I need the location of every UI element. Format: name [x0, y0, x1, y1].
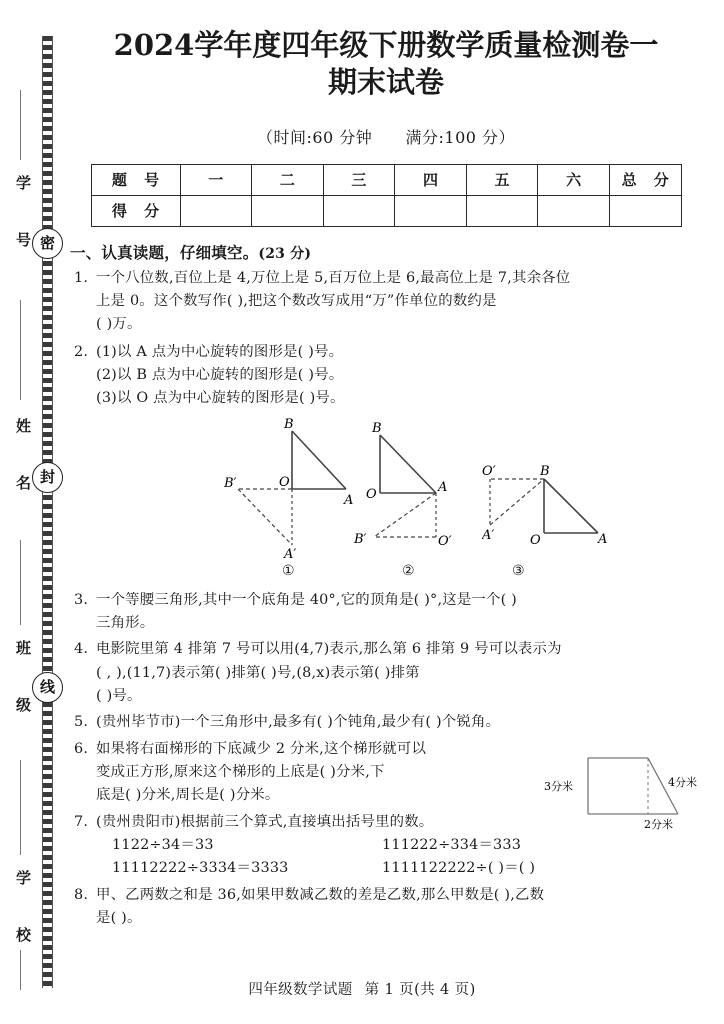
question-7-expression-3: 11112222÷3334＝3333	[112, 860, 289, 877]
question-7-line-1: (贵州贵阳市)根据前三个算式,直接填出括号里的数。	[96, 813, 434, 830]
figure-1-label-B-prime: B′	[224, 475, 237, 491]
question-1-line-2: 上是 0。这个数写作( ),把这个数改写成用“万”作单位的数约是	[96, 293, 497, 310]
sidebar-label-school: 学 校	[14, 870, 32, 954]
figure-2-label-B: B	[372, 420, 382, 436]
section-heading-text: 一、认真读题，仔细填空。	[70, 242, 259, 262]
sidebar-label-class: 班 级	[14, 640, 32, 724]
question-5-line-1: (贵州毕节市)一个三角形中,最多有( )个钝角,最少有( )个锐角。	[96, 714, 501, 731]
question-3-line-2: 三角形。	[96, 615, 155, 632]
sidebar-rule-2	[20, 300, 21, 400]
figure-2-label-O-prime: O′	[438, 533, 452, 549]
question-3-number: 3.	[74, 591, 89, 608]
question-3	[74, 589, 710, 636]
sidebar-rule-3	[20, 540, 21, 625]
figure-1-label-A: A	[344, 492, 354, 508]
rotation-figures-group	[62, 417, 710, 569]
footer-page-number: 第 1 页(共 4 页)	[364, 982, 476, 998]
question-4-line-2: ( , ),(11,7)表示第( )排第( )号,(8,x)表示第( )排第	[96, 664, 420, 681]
question-6-line-2: 变成正方形,原来这个梯形的上底是( )分米,下	[96, 764, 385, 781]
figure-caption-3: ③	[512, 562, 525, 579]
question-7	[74, 811, 710, 881]
question-2-line-2: (2)以 B 点为中心旋转的图形是( )号。	[96, 367, 344, 384]
section-heading-1	[70, 241, 710, 263]
question-7-expression-4: 1111122222÷( )＝( )	[382, 860, 536, 877]
question-4-line-1: 电影院里第 4 排第 7 号可以用(4,7)表示,那么第 6 排第 9 号可以表示为	[96, 641, 562, 658]
figure-3-label-A: A	[598, 531, 608, 547]
figure-3-rotation	[482, 417, 632, 567]
score-table-row-label-score: 得 分	[91, 195, 180, 226]
sidebar-rule-4	[20, 760, 21, 855]
question-1	[74, 267, 710, 337]
exam-page	[62, 0, 710, 1024]
figure-2-rotation	[352, 417, 502, 567]
score-table-col-5: 五	[466, 164, 538, 195]
sidebar-label-name: 姓 名	[14, 418, 32, 502]
figure-2-label-B-prime: B′	[354, 531, 367, 547]
question-7-number: 7.	[74, 813, 89, 830]
sidebar-label-student-id: 学 号	[14, 175, 32, 259]
score-table-col-1: 一	[180, 164, 252, 195]
exam-meta	[62, 125, 710, 148]
sidebar-rule-1	[20, 90, 21, 160]
question-2-line-3: (3)以 O 点为中心旋转的图形是( )号。	[96, 390, 345, 407]
question-1-number: 1.	[74, 269, 89, 286]
question-8-line-1: 甲、乙两数之和是 36,如果甲数减乙数的差是乙数,那么甲数是( ),乙数	[96, 886, 545, 903]
footer-subject: 四年级数学试题	[248, 982, 353, 998]
question-8-line-2: 是( )。	[96, 909, 142, 926]
score-table-col-total: 总 分	[609, 164, 681, 195]
question-1-line-3: ( )万。	[96, 316, 142, 333]
figure-3-label-O: O	[530, 532, 541, 548]
figure-2-label-A: A	[438, 479, 448, 495]
question-8-number: 8.	[74, 886, 89, 903]
score-cell-total[interactable]	[609, 195, 681, 226]
page-footer	[0, 978, 724, 999]
question-6-line-1: 如果将右面梯形的下底减少 2 分米,这个梯形就可以	[96, 740, 427, 757]
question-7-expression-1: 1122÷34＝33	[112, 837, 214, 853]
exam-time: （时间:60 分钟	[256, 127, 373, 147]
table-row-header	[91, 164, 681, 195]
seal-badge-mi: 密	[32, 228, 63, 259]
figure-3-label-O-prime: O′	[482, 463, 496, 479]
question-7-expression-2: 111222÷334＝333	[382, 837, 522, 853]
figure-caption-2: ②	[402, 562, 415, 579]
page-subtitle: 期末试卷	[327, 65, 444, 100]
figure-1-label-B: B	[284, 416, 294, 432]
question-5	[74, 711, 710, 734]
score-table-row-label-number: 题 号	[91, 164, 180, 195]
sealing-strip	[42, 36, 53, 988]
trapezoid-label-slant: 4分米	[668, 776, 697, 789]
score-cell-1[interactable]	[180, 195, 252, 226]
question-2	[74, 341, 710, 411]
score-cell-3[interactable]	[323, 195, 395, 226]
question-4	[74, 638, 710, 708]
question-2-number: 2.	[74, 343, 89, 360]
score-cell-6[interactable]	[538, 195, 610, 226]
figure-1-label-A-prime: A′	[284, 546, 297, 562]
page-title: 2024学年度四年级下册数学质量检测卷一	[113, 28, 659, 62]
score-table-col-4: 四	[395, 164, 467, 195]
question-4-line-3: ( )号。	[96, 688, 142, 705]
score-table	[91, 164, 682, 227]
section-points: (23 分)	[258, 245, 312, 262]
question-6-line-3: 底是( )分米,周长是( )分米。	[96, 787, 280, 804]
table-row-scores	[91, 195, 681, 226]
question-3-line-1: 一个等腰三角形,其中一个底角是 40°,它的顶角是( )°,这是一个( )	[96, 591, 517, 608]
figure-2-label-O: O	[366, 486, 377, 502]
score-cell-5[interactable]	[466, 195, 538, 226]
question-2-line-1: (1)以 A 点为中心旋转的图形是( )号。	[96, 343, 344, 360]
figure-3-label-B: B	[540, 463, 550, 479]
trapezoid-label-bottom: 2分米	[644, 818, 673, 830]
question-6-number: 6.	[74, 740, 89, 757]
question-8	[74, 884, 710, 931]
score-table-col-2: 二	[252, 164, 324, 195]
question-1-line-1: 一个八位数,百位上是 4,万位上是 5,百万位上是 6,最高位上是 7,其余各位	[96, 269, 571, 286]
question-4-number: 4.	[74, 641, 89, 658]
figure-captions	[62, 563, 710, 581]
exam-total-score: 满分:100 分）	[405, 127, 516, 147]
seal-badge-xian: 线	[32, 672, 63, 703]
figure-3-label-A-prime: A′	[482, 527, 495, 543]
question-5-number: 5.	[74, 714, 89, 731]
score-table-col-6: 六	[538, 164, 610, 195]
score-table-col-3: 三	[323, 164, 395, 195]
figure-caption-1: ①	[282, 562, 295, 579]
trapezoid-label-left: 3分米	[544, 780, 573, 793]
score-cell-2[interactable]	[252, 195, 324, 226]
figure-1-label-O: O	[279, 474, 290, 490]
score-cell-4[interactable]	[395, 195, 467, 226]
seal-badge-feng: 封	[32, 462, 63, 493]
